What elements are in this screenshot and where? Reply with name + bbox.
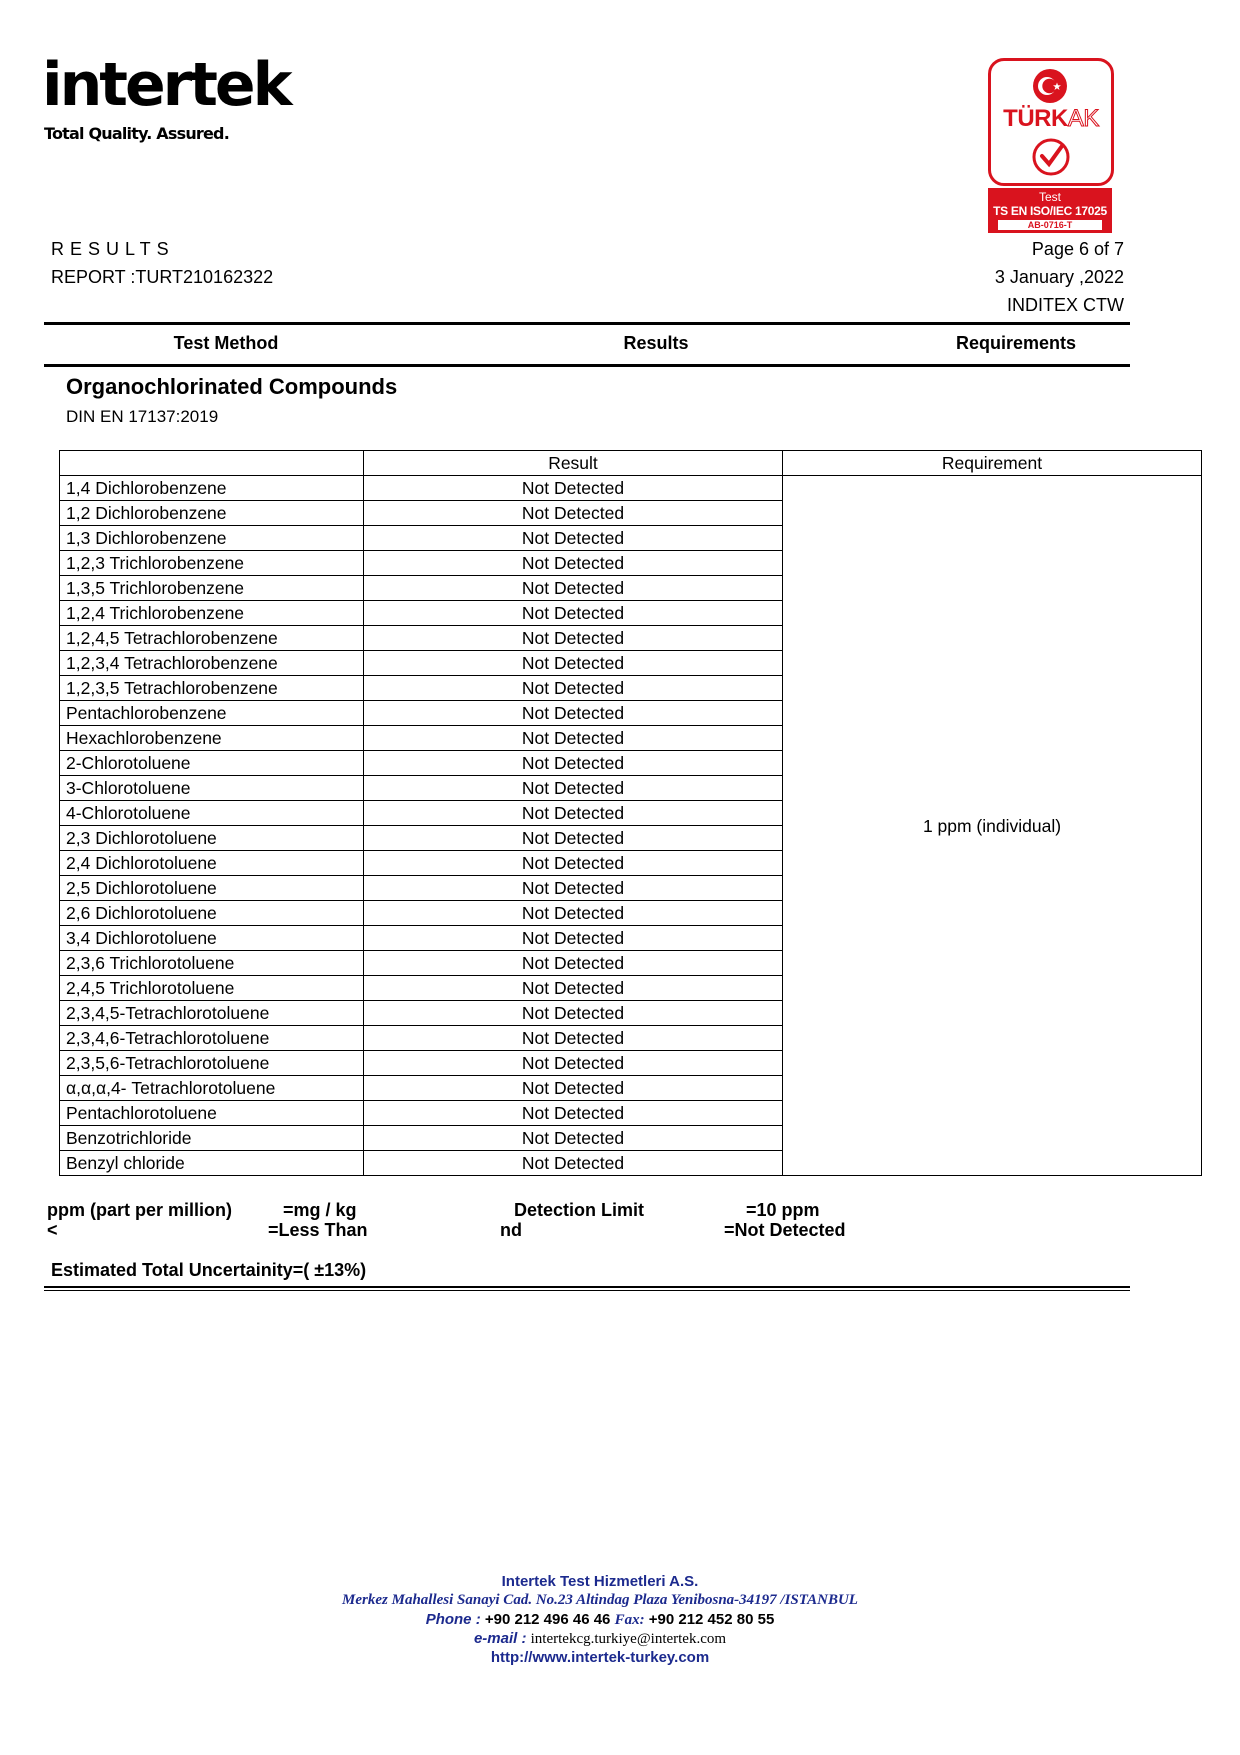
compound-result: Not Detected <box>364 551 783 576</box>
compound-result: Not Detected <box>364 976 783 1001</box>
turkak-code: AB-0716-T <box>998 220 1102 230</box>
compound-result: Not Detected <box>364 901 783 926</box>
compound-result: Not Detected <box>364 1051 783 1076</box>
compound-name: Pentachlorobenzene <box>60 701 364 726</box>
compound-name: 2,3,6 Trichlorotoluene <box>60 951 364 976</box>
compound-result: Not Detected <box>364 751 783 776</box>
compound-result: Not Detected <box>364 951 783 976</box>
compound-name: 1,4 Dichlorobenzene <box>60 476 364 501</box>
compound-name: 2,5 Dichlorotoluene <box>60 876 364 901</box>
report-date: 3 January ,2022 <box>994 267 1124 287</box>
less-than-symbol: < <box>47 1220 58 1240</box>
column-requirements: Requirements <box>955 333 1077 353</box>
nd-label: nd <box>500 1220 522 1240</box>
column-results: Results <box>623 333 689 353</box>
detection-limit-label: Detection Limit <box>514 1200 645 1220</box>
compound-result: Not Detected <box>364 726 783 751</box>
compound-name: 1,2,4 Trichlorobenzene <box>60 601 364 626</box>
compound-result: Not Detected <box>364 1026 783 1051</box>
compound-name: 2,3,5,6-Tetrachlorotoluene <box>60 1051 364 1076</box>
compound-name: 4-Chlorotoluene <box>60 801 364 826</box>
footer-website-link[interactable]: http://www.intertek-turkey.com <box>490 1649 710 1666</box>
compound-result: Not Detected <box>364 1001 783 1026</box>
compound-result: Not Detected <box>364 1101 783 1126</box>
compound-name: 2,4 Dichlorotoluene <box>60 851 364 876</box>
footer-company: Intertek Test Hizmetleri A.S. <box>501 1573 699 1590</box>
compound-result: Not Detected <box>364 576 783 601</box>
compound-name: 2,6 Dichlorotoluene <box>60 901 364 926</box>
compound-result: Not Detected <box>364 701 783 726</box>
divider-bottom-1 <box>44 1286 1130 1288</box>
column-test-method: Test Method <box>173 333 279 353</box>
ppm-label: ppm (part per million) <box>47 1200 233 1220</box>
compound-result: Not Detected <box>364 476 783 501</box>
table-header-result: Result <box>364 451 783 476</box>
compound-name: α,α,α,4- Tetrachlorotoluene <box>60 1076 364 1101</box>
compound-name: 2-Chlorotoluene <box>60 751 364 776</box>
fax-number: +90 212 452 80 55 <box>648 1611 775 1628</box>
compound-result: Not Detected <box>364 1151 783 1176</box>
nd-value: =Not Detected <box>724 1220 846 1240</box>
logo-tagline: Total Quality. Assured. <box>44 124 229 143</box>
results-table <box>59 450 1202 1176</box>
compound-result: Not Detected <box>364 501 783 526</box>
compound-name: 1,2 Dichlorobenzene <box>60 501 364 526</box>
table-row <box>60 476 1202 501</box>
compound-name: 2,3,4,5-Tetrachlorotoluene <box>60 1001 364 1026</box>
compound-name: 2,3,4,6-Tetrachlorotoluene <box>60 1026 364 1051</box>
turkak-accreditation-badge <box>988 58 1112 233</box>
check-circle-icon <box>1031 137 1071 177</box>
compound-name: 2,3 Dichlorotoluene <box>60 826 364 851</box>
compound-result: Not Detected <box>364 601 783 626</box>
table-header-requirement: Requirement <box>783 451 1202 476</box>
compound-name: Benzotrichloride <box>60 1126 364 1151</box>
compound-name: 3,4 Dichlorotoluene <box>60 926 364 951</box>
test-method-standard: DIN EN 17137:2019 <box>66 407 219 426</box>
compound-name: 1,3 Dichlorobenzene <box>60 526 364 551</box>
uncertainty-note: Estimated Total Uncertainity=( ±13%) <box>51 1260 367 1280</box>
phone-label: Phone : <box>425 1611 481 1628</box>
compound-name: 1,2,4,5 Tetrachlorobenzene <box>60 626 364 651</box>
report-number: REPORT :TURT210162322 <box>51 267 274 287</box>
compound-result: Not Detected <box>364 1076 783 1101</box>
ppm-value: =mg / kg <box>283 1200 357 1220</box>
section-title: Organochlorinated Compounds <box>66 374 398 399</box>
compound-result: Not Detected <box>364 926 783 951</box>
turkish-flag-icon <box>1033 69 1067 103</box>
phone-number: +90 212 496 46 46 <box>484 1611 611 1628</box>
compound-result: Not Detected <box>364 851 783 876</box>
results-heading: RESULTS <box>51 239 175 259</box>
compound-result: Not Detected <box>364 801 783 826</box>
footer-email <box>0 1630 1200 1648</box>
turkak-type: Test <box>1038 190 1061 204</box>
compound-result: Not Detected <box>364 676 783 701</box>
turkak-standard-panel <box>988 188 1112 233</box>
page-number: Page 6 of 7 <box>1031 239 1124 259</box>
divider-top <box>44 322 1130 325</box>
requirement-value: 1 ppm (individual) <box>783 476 1202 1176</box>
turkak-name: TÜRKAK <box>1003 105 1099 132</box>
compound-name: Benzyl chloride <box>60 1151 364 1176</box>
compound-name: 1,2,3,4 Tetrachlorobenzene <box>60 651 364 676</box>
divider-bottom-2 <box>44 1290 1130 1291</box>
email-address[interactable]: intertekcg.turkiye@intertek.com <box>530 1631 727 1647</box>
compound-name: Hexachlorobenzene <box>60 726 364 751</box>
compound-result: Not Detected <box>364 876 783 901</box>
compound-name: 1,2,3,5 Tetrachlorobenzene <box>60 676 364 701</box>
compound-result: Not Detected <box>364 651 783 676</box>
compound-name: 1,2,3 Trichlorobenzene <box>60 551 364 576</box>
client-name: INDITEX CTW <box>1007 295 1124 315</box>
compound-name: 2,4,5 Trichlorotoluene <box>60 976 364 1001</box>
footer-phone-fax <box>0 1611 1200 1629</box>
compound-result: Not Detected <box>364 526 783 551</box>
intertek-logo: intertek <box>42 50 290 120</box>
less-than-value: =Less Than <box>268 1220 368 1240</box>
detection-limit-value: =10 ppm <box>746 1200 820 1220</box>
footer-address: Merkez Mahallesi Sanayi Cad. No.23 Altindag Plaza Yenibosna-34197 /ISTANBUL <box>342 1592 858 1608</box>
compound-name: Pentachlorotoluene <box>60 1101 364 1126</box>
email-label: e-mail : <box>473 1630 527 1647</box>
turkak-logo <box>988 58 1114 186</box>
divider-header-bottom <box>44 364 1130 367</box>
compound-result: Not Detected <box>364 1126 783 1151</box>
table-header-row <box>60 451 1202 476</box>
compound-result: Not Detected <box>364 626 783 651</box>
compound-name: 1,3,5 Trichlorobenzene <box>60 576 364 601</box>
turkak-standard: TS EN ISO/IEC 17025 <box>993 204 1107 218</box>
compound-result: Not Detected <box>364 826 783 851</box>
compound-name: 3-Chlorotoluene <box>60 776 364 801</box>
fax-label: Fax: <box>614 1612 645 1628</box>
compound-result: Not Detected <box>364 776 783 801</box>
table-header-compound <box>60 451 364 476</box>
